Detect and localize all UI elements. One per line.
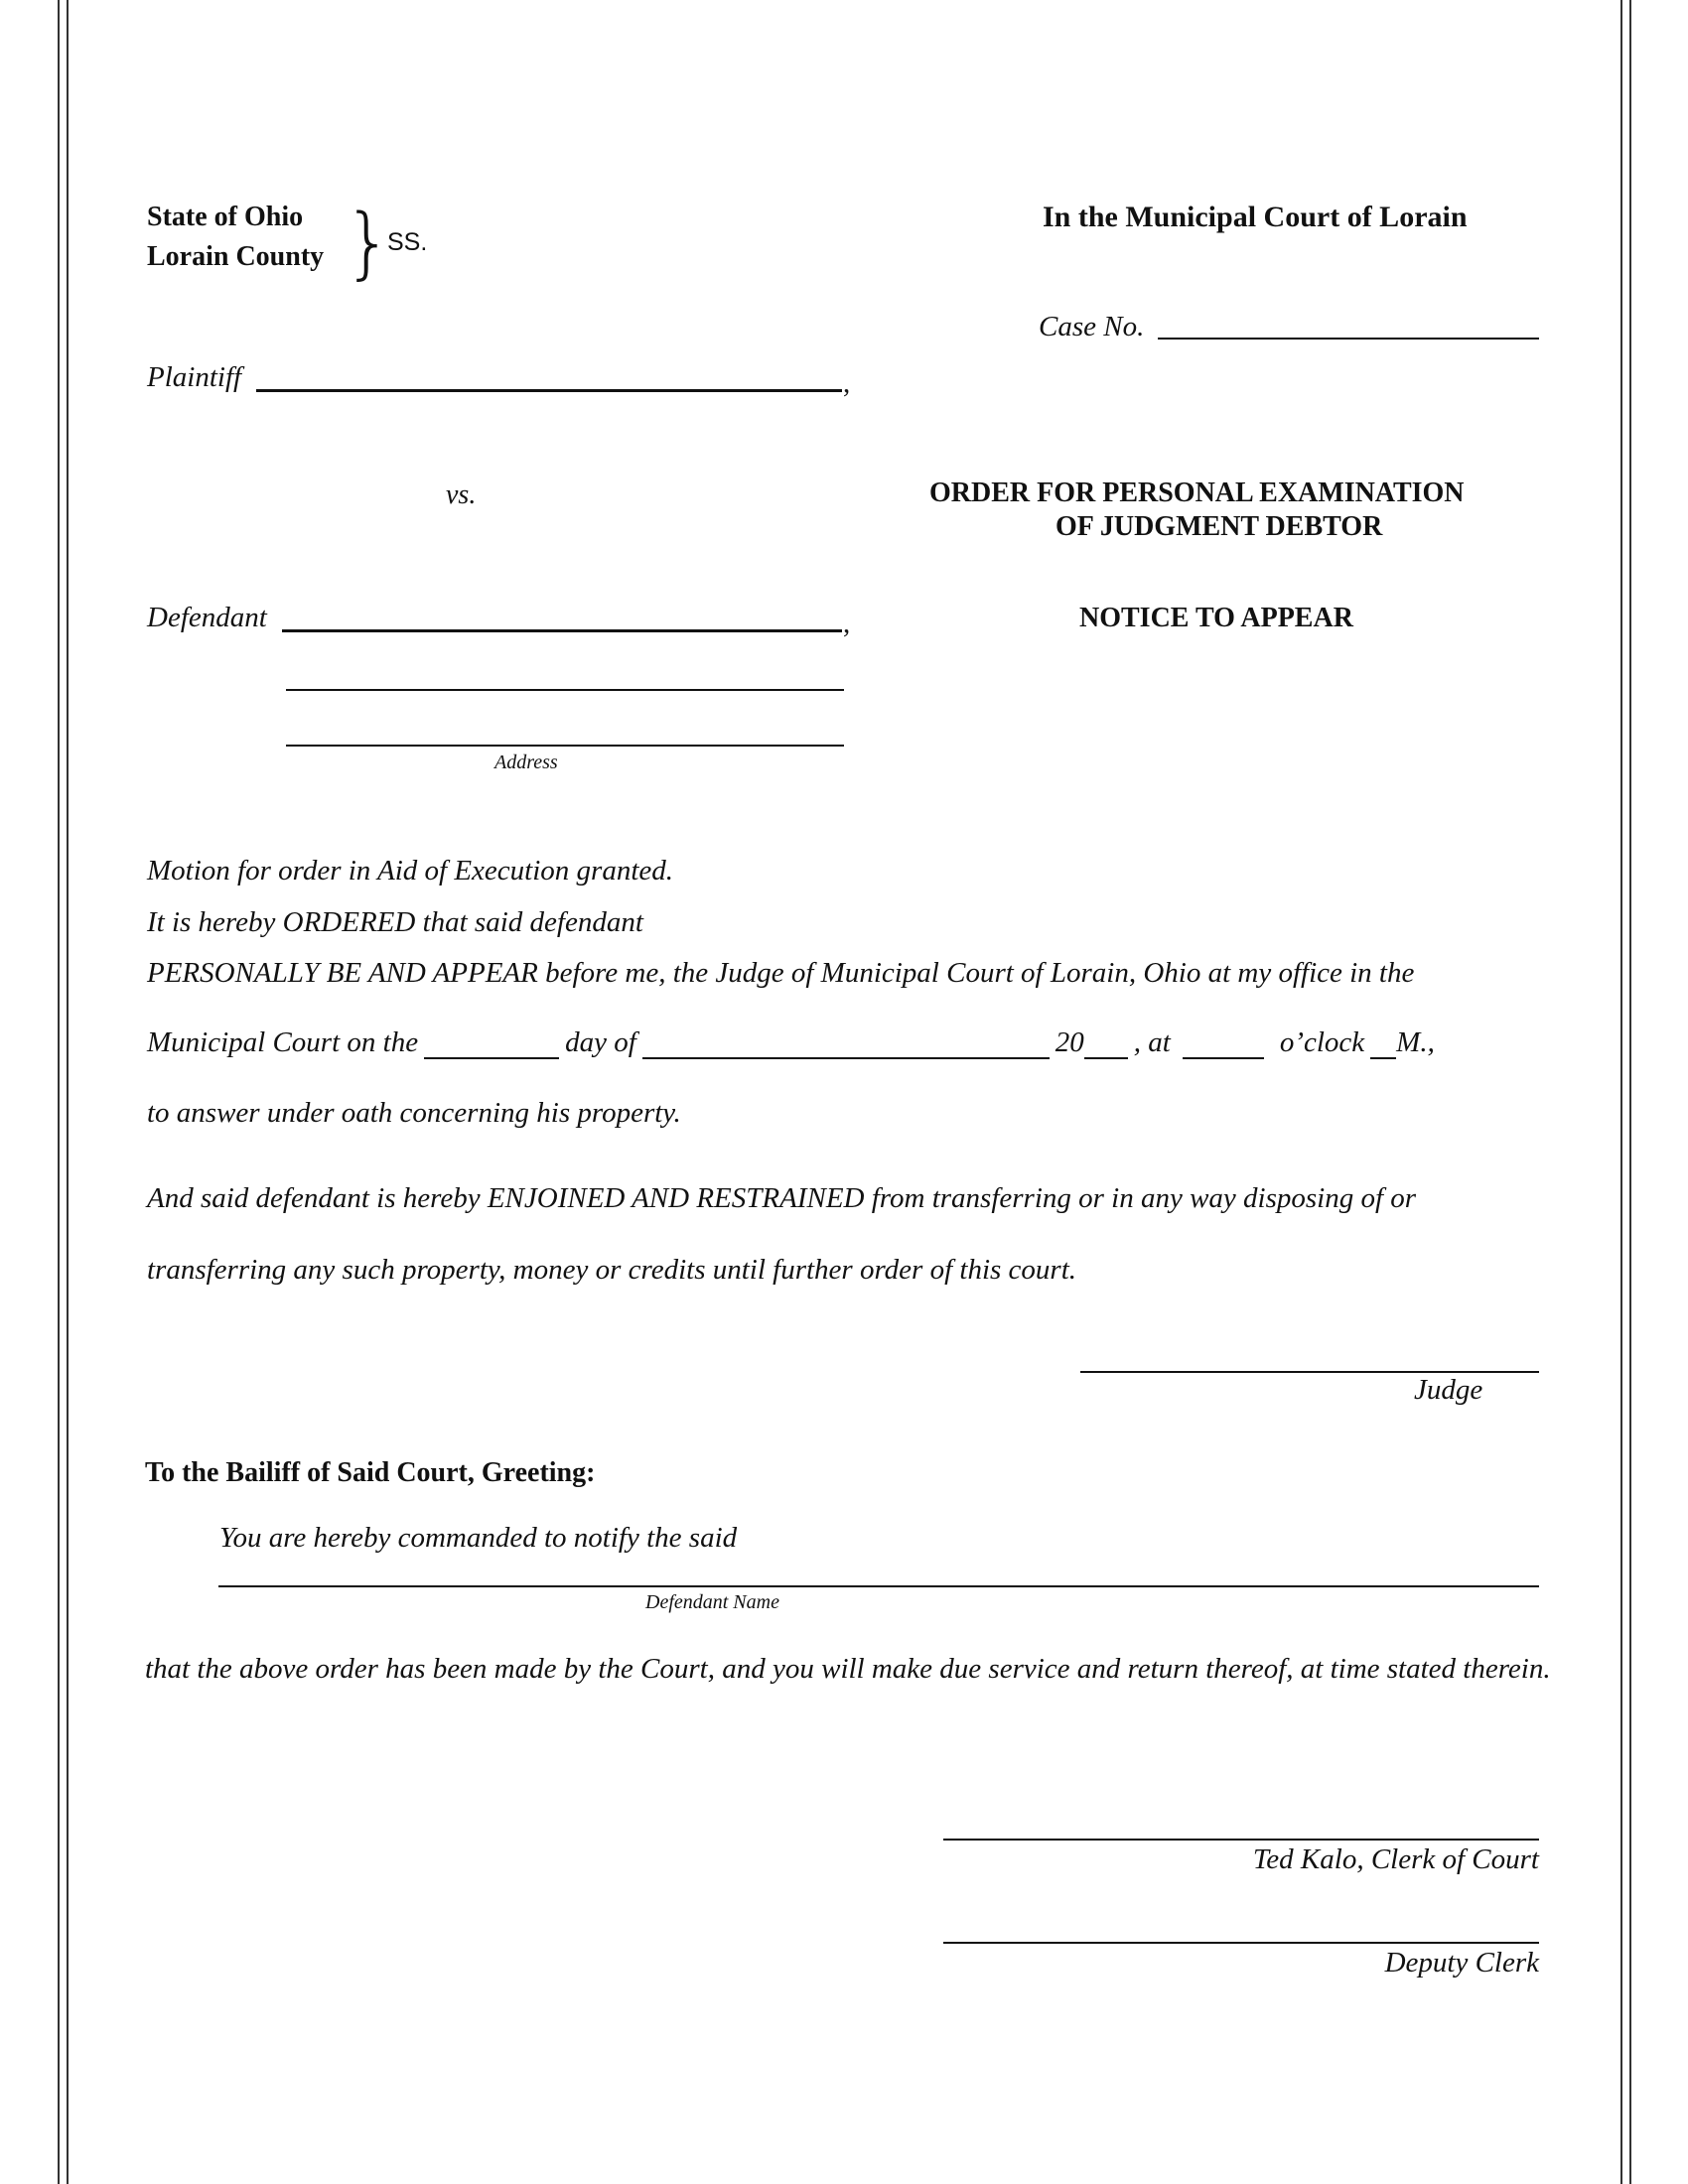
case-no-label: Case No. <box>1039 311 1145 342</box>
clerk-signature-line[interactable] <box>943 1839 1539 1841</box>
plaintiff-label: Plaintiff <box>147 361 242 393</box>
address-line-2[interactable] <box>286 745 844 747</box>
defendant-field[interactable] <box>282 629 842 632</box>
defendant-label: Defendant <box>147 602 267 633</box>
date-line-oclock: o’clock <box>1279 1026 1365 1058</box>
case-no-field[interactable] <box>1158 338 1539 340</box>
motion-text: Motion for order in Aid of Execution granted. <box>147 855 674 887</box>
venue-county: Lorain County <box>147 241 325 272</box>
order-title-line1: ORDER FOR PERSONAL EXAMINATION <box>929 478 1465 508</box>
venue-brace: } <box>344 199 393 288</box>
time-field[interactable] <box>1183 1033 1264 1059</box>
plaintiff-comma: , <box>843 367 851 399</box>
left-border-inner <box>67 0 69 2184</box>
clerk-label: Ted Kalo, Clerk of Court <box>1252 1843 1539 1875</box>
service-text: that the above order has been made by the Court, and you will make due service and return thereof, at time stated therein. <box>145 1653 1551 1685</box>
enjoined-text-2: transferring any such property, money or credits until further order of this court. <box>147 1254 1077 1286</box>
enjoined-text-1: And said defendant is hereby ENJOINED AND RESTRAINED from transferring or in any way disposing of or <box>147 1182 1417 1214</box>
right-border-outer <box>1629 0 1631 2184</box>
appear-text: PERSONALLY BE AND APPEAR before me, the Judge of Municipal Court of Lorain, Ohio at my office in the <box>147 957 1415 989</box>
notice-to-appear: NOTICE TO APPEAR <box>1079 603 1353 633</box>
order-title-line2: OF JUDGMENT DEBTOR <box>1055 511 1383 542</box>
defendant-name-label: Defendant Name <box>645 1591 779 1613</box>
right-border-inner <box>1620 0 1622 2184</box>
judge-signature-line[interactable] <box>1080 1371 1539 1373</box>
month-field[interactable] <box>642 1033 1050 1059</box>
date-line-day-of: day of <box>565 1026 636 1058</box>
answer-text: to answer under oath concerning his property. <box>147 1097 681 1129</box>
bailiff-heading: To the Bailiff of Said Court, Greeting: <box>145 1457 596 1488</box>
versus: vs. <box>446 479 477 510</box>
venue-ss: SS. <box>387 228 428 256</box>
venue-state: State of Ohio <box>147 202 304 232</box>
ordered-text: It is hereby ORDERED that said defendant <box>147 906 643 938</box>
date-line-at: , at <box>1133 1026 1171 1058</box>
defendant-comma: , <box>843 608 851 639</box>
plaintiff-field[interactable] <box>256 389 842 392</box>
court-title: In the Municipal Court of Lorain <box>1043 201 1468 233</box>
year-field[interactable] <box>1084 1033 1128 1059</box>
deputy-signature-line[interactable] <box>943 1942 1539 1944</box>
date-line-year: 20 <box>1055 1026 1084 1058</box>
bailiff-command: You are hereby commanded to notify the said <box>219 1522 738 1554</box>
day-field[interactable] <box>424 1033 559 1059</box>
date-line-m: M., <box>1396 1026 1435 1058</box>
left-border-outer <box>58 0 60 2184</box>
appearance-date-line <box>147 1026 1435 1059</box>
deputy-label: Deputy Clerk <box>1384 1947 1539 1979</box>
defendant-name-field[interactable] <box>218 1585 1539 1587</box>
date-line-prefix: Municipal Court on the <box>147 1026 419 1058</box>
meridiem-field[interactable] <box>1370 1033 1396 1059</box>
judge-label: Judge <box>1414 1374 1483 1406</box>
address-line-1[interactable] <box>286 689 844 691</box>
address-label: Address <box>494 751 558 773</box>
